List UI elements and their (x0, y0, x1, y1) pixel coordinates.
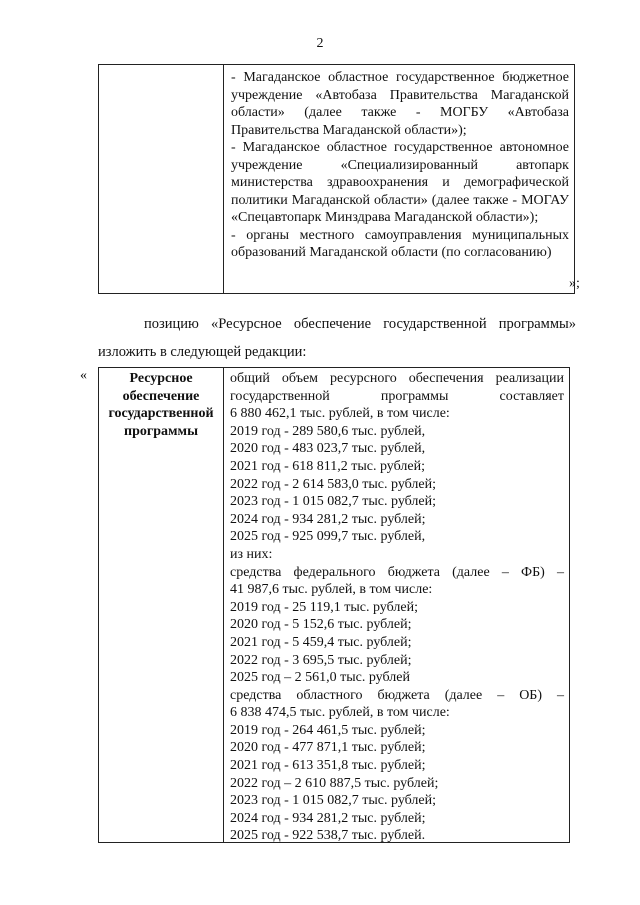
resource-line: 2022 год - 2 614 583,0 тыс. рублей; (230, 476, 437, 492)
resource-line: 2024 год - 934 281,2 тыс. рублей; (230, 511, 426, 527)
executors-table (98, 64, 575, 294)
executor-item: - органы местного самоуправления муниципальных образований Магаданской области (по согласованию) (231, 227, 569, 260)
resource-table (98, 367, 570, 843)
resource-line: 2025 год – 2 561,0 тыс. рублей (230, 670, 410, 686)
resource-line: 2024 год - 934 281,2 тыс. рублей; (230, 810, 426, 826)
resource-line: 2021 год - 613 351,8 тыс. рублей; (230, 758, 426, 774)
resource-line: 2019 год - 264 461,5 тыс. рублей; (230, 722, 426, 738)
paragraph-position: позицию «Ресурсное обеспечение государственной программы» (144, 316, 576, 332)
resource-line: 6 838 474,5 тыс. рублей, в том числе: (230, 705, 450, 721)
resource-line: 2020 год - 483 023,7 тыс. рублей, (230, 441, 426, 457)
resource-line: из них: (230, 546, 273, 562)
resource-line: 2023 год - 1 015 082,7 тыс. рублей; (230, 793, 437, 809)
resource-line: 2022 год - 3 695,5 тыс. рублей; (230, 652, 412, 668)
opening-quote: « (80, 368, 87, 383)
resource-line: 2025 год - 925 099,7 тыс. рублей, (230, 529, 426, 545)
resource-line: средства федерального бюджета (далее – ФБ) – (230, 564, 564, 580)
resource-line: 2021 год - 618 811,2 тыс. рублей; (230, 458, 425, 474)
resource-line: 2019 год - 25 119,1 тыс. рублей; (230, 599, 418, 615)
executor-item: - Магаданское областное государственное бюджетное учреждение «Автобаза Правительства Магаданской области» (далее также - МОГБУ «Автобаза Правительства Магаданской области»); (231, 70, 569, 138)
executors-cell (231, 69, 569, 262)
resource-line: государственной программы составляет (230, 388, 564, 404)
executor-item: - Магаданское областное государственное автономное учреждение «Специализированный автопарк министерства здравоохранения и демографической политики Магаданской области» (далее также - МОГАУ «Спецавтопарк Минздрава Магаданской области»); (231, 140, 569, 225)
column-divider (223, 368, 224, 842)
column-divider (223, 65, 224, 293)
resource-line: 2021 год - 5 459,4 тыс. рублей; (230, 634, 412, 650)
resource-line: 2020 год - 5 152,6 тыс. рублей; (230, 617, 412, 633)
paragraph-edit: изложить в следующей редакции: (98, 344, 307, 360)
resource-line: 2025 год - 922 538,7 тыс. рублей. (230, 828, 426, 844)
resource-line: 2020 год - 477 871,1 тыс. рублей; (230, 740, 426, 756)
resource-body (230, 370, 564, 845)
resource-line: 2019 год - 289 580,6 тыс. рублей, (230, 423, 426, 439)
page-number: 2 (316, 36, 324, 51)
resource-line: 2022 год – 2 610 887,5 тыс. рублей; (230, 775, 439, 791)
resource-line: 41 987,6 тыс. рублей, в том числе: (230, 582, 433, 598)
resource-line: 2023 год - 1 015 082,7 тыс. рублей; (230, 494, 437, 510)
resource-heading: Ресурсное обеспечение государственной программы (108, 371, 214, 439)
resource-line: 6 880 462,1 тыс. рублей, в том числе: (230, 406, 450, 422)
resource-line: средства областного бюджета (далее – ОБ) – (230, 687, 564, 703)
resource-line: общий объем ресурсного обеспечения реализации (230, 371, 564, 386)
closing-quote: »; (569, 276, 580, 291)
